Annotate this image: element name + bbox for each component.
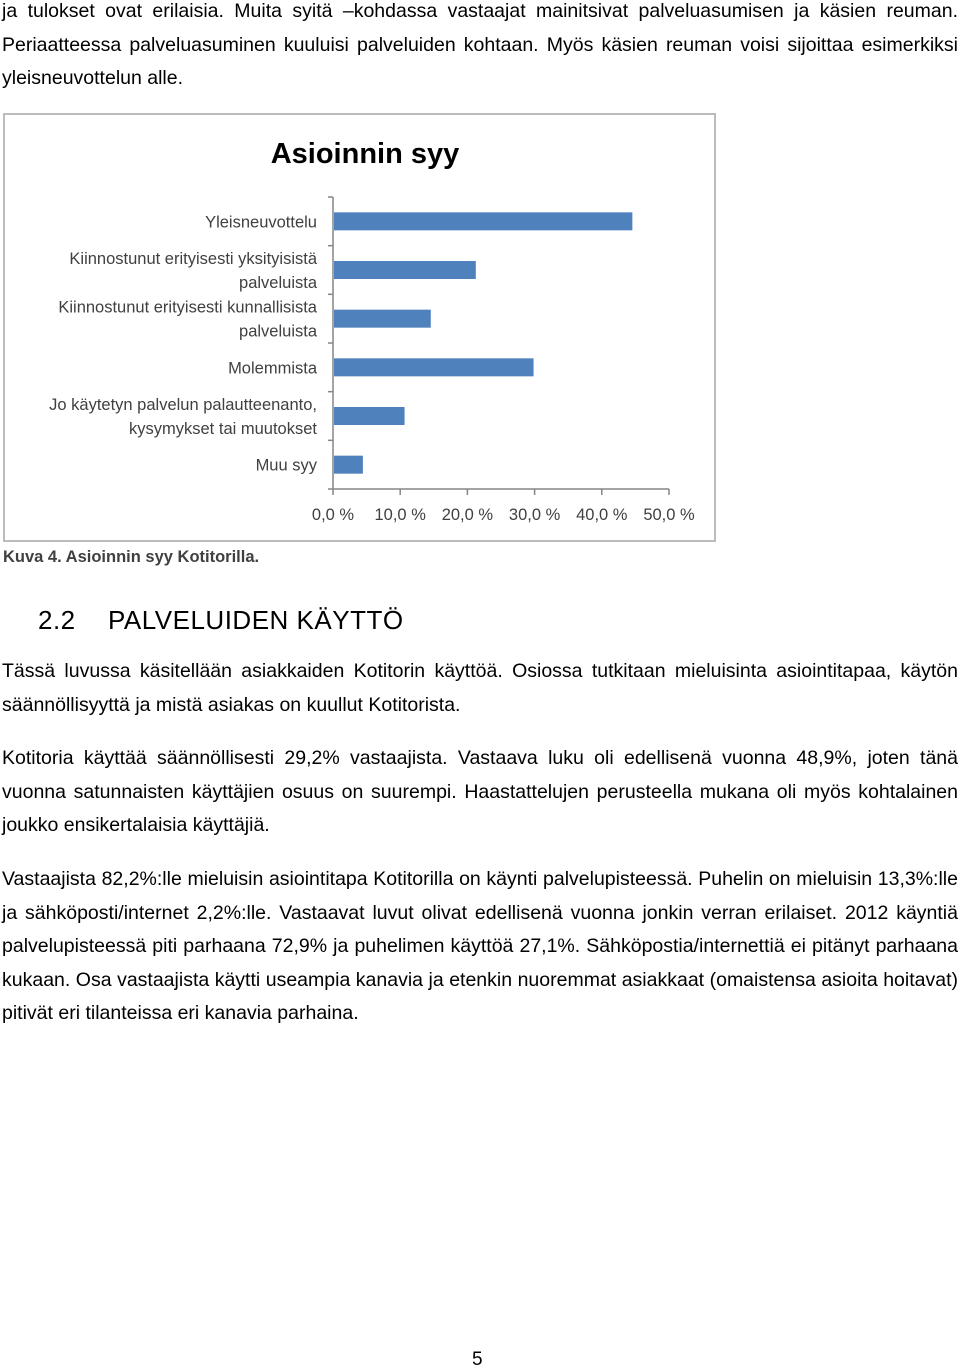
page-number: 5 (472, 1349, 483, 1370)
section-heading (38, 605, 404, 636)
x-tick-label: 30,0 % (508, 506, 561, 524)
category-label: Molemmista (228, 359, 317, 378)
intro-paragraph: Tässä luvussa käsitellään asiakkaiden Kotitorin käyttöä. Osiossa tutkitaan mieluisinta asiointitapaa, käytön säännöllisyyttä ja mistä asiakas on kuullut Kotitorista. (2, 660, 958, 716)
x-tick-label: 40,0 % (576, 506, 628, 524)
category-label: Muu syy (255, 456, 317, 475)
x-tick-label: 20,0 % (441, 506, 494, 524)
category-label: kysymykset tai muutokset (129, 420, 317, 438)
figure-caption: Kuva 4. Asioinnin syy Kotitorilla. (3, 548, 260, 566)
channel-paragraph: Vastaajista 82,2%:lle mieluisin asiointitapa Kotitorilla on käynti palvelupisteessä. Puhelin on mieluisin 13,3%:lle ja sähköposti/internet 2,2%:lle. Vastaavat luvut olivat edellisenä vuonna jonkin verran erilaiset. 2012 käyntiä palvelupisteessä piti parhaana 72,9% ja puhelimen käyttöä 27,1%. Sähköpostia/internettiä ei pitänyt parhaana kukaan. Osa vastaajista käytti useampia kanavia ja etenkin nuoremmat asiakkaat (omaistensa asioita hoitavat) pitivät eri tilanteissa eri kanavia parhaina. (2, 868, 958, 1025)
chart-bar (334, 358, 534, 376)
chart-title: Asioinnin syy (270, 138, 460, 170)
section-number: 2.2 (38, 605, 76, 635)
category-label: Jo käytetyn palvelun palautteenanto, (49, 396, 317, 414)
chart-bar (334, 456, 363, 474)
category-label: palveluista (239, 274, 317, 292)
x-tick-label: 50,0 % (643, 506, 695, 524)
category-label: palveluista (239, 322, 317, 341)
chart-bar (334, 407, 405, 425)
category-label: Kiinnostunut erityisesti kunnallisista (58, 298, 317, 317)
x-tick-label: 10,0 % (374, 506, 426, 524)
chart-bar (334, 310, 431, 328)
usage-paragraph: Kotitoria käyttää säännöllisesti 29,2% vastaajista. Vastaava luku oli edellisenä vuonna 48,9%, joten tänä vuonna satunnaisten käyttäjien osuus on suurempi. Haastattelujen perusteella mukana oli myös kohtalainen joukko ensikertalaisia käyttäjiä. (2, 747, 958, 837)
x-tick-label: 0,0 % (311, 506, 355, 524)
category-label: Kiinnostunut erityisesti yksityisistä (69, 250, 317, 268)
chart-bar (334, 212, 632, 230)
chart-bar (334, 261, 476, 279)
body-paragraph: ja tulokset ovat erilaisia. Muita syitä –kohdassa vastaajat mainitsivat palveluasumisen ja käsien reuman. Periaatteessa palveluasuminen kuuluisi palveluiden kohtaan. Myös käsien reuman voisi sijoittaa esimerkiksi yleisneuvottelun alle. (2, 0, 958, 90)
bar-chart (5, 115, 718, 544)
category-label: Yleisneuvottelu (205, 213, 317, 232)
chart-figure (3, 113, 716, 542)
section-title: PALVELUIDEN KÄYTTÖ (108, 605, 404, 635)
